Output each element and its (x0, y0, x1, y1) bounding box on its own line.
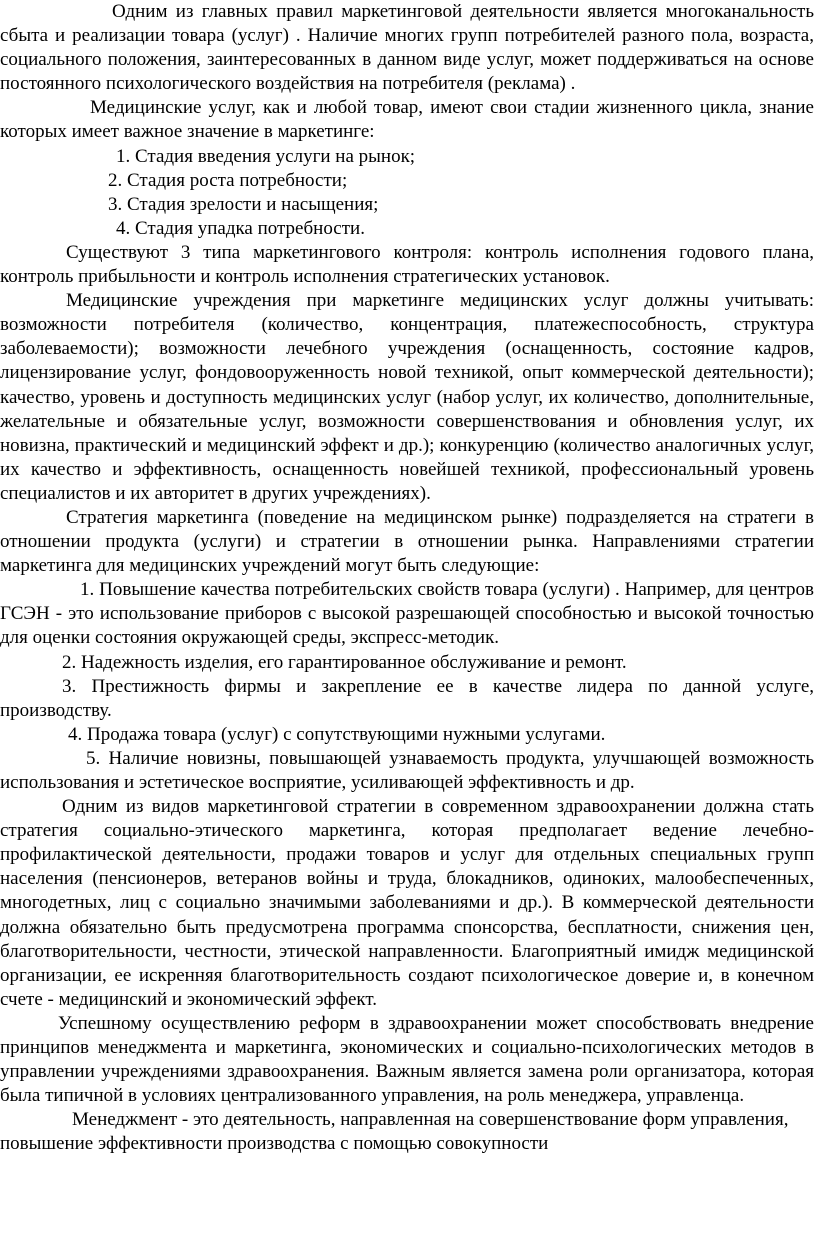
paragraph-life-cycle: Медицинские услуг, как и любой товар, имеют свои стадии жизненного цикла, знание которых имеет важное значение в маркетинге: (0, 97, 814, 143)
paragraph-institution-factors: Медицинские учреждения при маркетинге медицинских услуг должны учитывать: возможности потребителя (количество, концентрация, платежеспособность, структура заболеваемости); возможности лечебного учреждения (оснащенность, состояние кадров, лицензирование услуг, фондовооруженность новой техникой, опыт коммерческой деятельности); качество, уровень и доступность медицинских услуг (набор услуг, их количество, дополнительные, желательные и обязательные услуг, возможности совершенствования и обновления услуг, их новизна, практический и медицинский эффект и др.); конкуренцию (количество аналогичных услуг, их качество и эффективность, оснащенность новейшей техникой, профессиональный уровень специалистов и их авторитет в других учреждениях). (0, 290, 814, 504)
strategy-direction-4: 4. Продажа товара (услуг) с сопутствующими нужными услугами. (68, 723, 606, 745)
list-item-stage-4: 4. Стадия упадка потребности. (116, 217, 365, 239)
paragraph-multichannel: Одним из главных правил маркетинговой деятельности является многоканальность сбыта и реализации товара (услуг) . Наличие многих групп потребителей разного пола, возраста, социального положения, заинтересованных в данном виде услуг, может поддерживаться на основе постоянного психологического воздействия на потребителя (реклама) . (0, 1, 814, 95)
list-item-stage-3: 3. Стадия зрелости и насыщения; (108, 193, 379, 215)
paragraph-social-ethical-marketing: Одним из видов маркетинговой стратегии в современном здравоохранении должна стать стратегия социально-этического маркетинга, которая предполагает ведение лечебно-профилактической деятельности, продажи товаров и услуг для отдельных специальных групп населения (пенсионеров, ветеранов войны и труда, блокадников, одиноких, малообеспеченных, многодетных, лиц с социально значимыми заболеваниями и др.). В коммерческой деятельности должна обязательно быть предусмотрена программа спонсорства, бесплатности, снижения цен, благотворительности, честности, этической направленности. Благоприятный имидж медицинской организации, ее искренняя благотворительность создают психологическое доверие и, в конечном счете - медицинский и экономический эффект. (0, 796, 814, 1010)
paragraph-control-types: Существуют 3 типа маркетингового контроля: контроль исполнения годового плана, контроль прибыльности и контроль исполнения стратегических установок. (0, 241, 814, 288)
strategy-direction-1: 1. Повышение качества потребительских свойств товара (услуги) . Например, для центров ГСЭН - это использование приборов с высокой разрешающей способностью и высокой точностью для оценки состояния окружающей среды, экспресс-методик. (0, 579, 814, 649)
strategy-direction-3: 3. Престижность фирмы и закрепление ее в качестве лидера по данной услуге, производству. (0, 675, 814, 721)
list-item-stage-2: 2. Стадия роста потребности; (108, 169, 348, 191)
strategy-direction-5: 5. Наличие новизны, повышающей узнаваемость продукта, улучшающей возможность использования и эстетическое восприятие, усиливающей эффективность и др. (0, 747, 814, 793)
paragraph-reform-success: Успешному осуществлению реформ в здравоохранении может способствовать внедрение принципов менеджмента и маркетинга, экономических и социально-психологических методов в управлении учреждениями здравоохранения. Важным является замена роли организатора, которая была типичной в условиях централизованного управления, на роль менеджера, управленца. (0, 1012, 814, 1107)
paragraph-management-definition: Менеджмент - это деятельность, направленная на совершенствование форм управления, повышение эффективности производства с помощью совокупности (0, 1109, 789, 1155)
strategy-direction-2: 2. Надежность изделия, его гарантированное обслуживание и ремонт. (62, 651, 627, 673)
list-item-stage-1: 1. Стадия введения услуги на рынок; (116, 145, 416, 167)
paragraph-marketing-strategy: Стратегия маркетинга (поведение на медицинском рынке) подразделяется на стратеги в отношении продукта (услуги) и стратегии в отношении рынка. Направлениями стратегии маркетинга для медицинских учреждений могут быть следующие: (0, 506, 814, 577)
